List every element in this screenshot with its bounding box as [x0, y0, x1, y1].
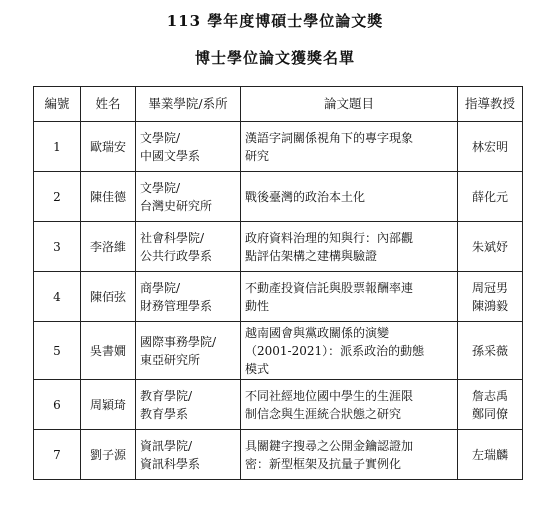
thesis-line: 點評估架構之建構與驗證	[245, 248, 378, 263]
header-name: 姓名	[81, 87, 136, 122]
thesis-line: 戰後臺灣的政治本土化	[245, 189, 366, 204]
table-row	[34, 430, 523, 480]
cell-no: 3	[34, 222, 81, 272]
cell-thesis	[241, 322, 458, 380]
header-college: 畢業學院/系所	[136, 87, 241, 122]
college-line: 商學院/	[140, 280, 181, 295]
college-line: 文學院/	[140, 130, 181, 145]
cell-thesis	[241, 380, 458, 430]
cell-no: 1	[34, 122, 81, 172]
header-thesis: 論文題目	[241, 87, 458, 122]
college-line: 社會科學院/	[140, 230, 205, 245]
thesis-line: 模式	[245, 361, 270, 376]
cell-advisor	[458, 222, 523, 272]
department-line: 台灣史研究所	[140, 198, 213, 213]
college-line: 國際事務學院/	[140, 334, 217, 349]
department-line: 東亞研究所	[140, 352, 201, 367]
table-row	[34, 272, 523, 322]
department-line: 公共行政學系	[140, 248, 213, 263]
table-row	[34, 222, 523, 272]
thesis-line: 動性	[245, 298, 270, 313]
college-line: 教育學院/	[140, 388, 193, 403]
cell-name: 劉子源	[81, 430, 136, 480]
cell-no: 4	[34, 272, 81, 322]
award-table	[33, 86, 523, 480]
cell-college	[136, 172, 241, 222]
cell-college	[136, 122, 241, 172]
advisor-line: 薛化元	[471, 189, 508, 204]
department-line: 資訊科學系	[140, 456, 201, 471]
thesis-line: （2001-2021）：派系政治的動態	[245, 343, 425, 358]
cell-advisor	[458, 122, 523, 172]
cell-name: 周穎琦	[81, 380, 136, 430]
college-line: 資訊學院/	[140, 438, 193, 453]
department-line: 教育學系	[140, 406, 189, 421]
cell-no: 7	[34, 430, 81, 480]
advisor-line: 林宏明	[471, 139, 508, 154]
cell-college	[136, 430, 241, 480]
table-row	[34, 122, 523, 172]
thesis-line: 密：新型框架及抗量子實例化	[245, 456, 402, 471]
thesis-line: 政府資料治理的知與行：內部觀	[245, 230, 414, 245]
thesis-line: 漢語字詞關係視角下的專字現象	[245, 130, 414, 145]
table-row	[34, 380, 523, 430]
cell-advisor	[458, 272, 523, 322]
thesis-line: 不動產投資信託與股票報酬率連	[245, 280, 414, 295]
cell-advisor	[458, 430, 523, 480]
thesis-line: 不同社經地位國中學生的生涯限	[245, 388, 414, 403]
cell-college	[136, 322, 241, 380]
cell-no: 6	[34, 380, 81, 430]
thesis-line: 研究	[245, 148, 270, 163]
advisor-line: 詹志禹	[471, 388, 508, 403]
cell-no: 2	[34, 172, 81, 222]
table-header-row	[34, 87, 523, 122]
table-row	[34, 322, 523, 380]
thesis-line: 具關鍵字搜尋之公開金鑰認證加	[245, 438, 414, 453]
department-line: 中國文學系	[140, 148, 201, 163]
cell-thesis	[241, 222, 458, 272]
thesis-line: 制信念與生涯統合狀態之研究	[245, 406, 402, 421]
advisor-line: 左瑞麟	[471, 447, 508, 462]
table-row	[34, 172, 523, 222]
cell-advisor	[458, 172, 523, 222]
cell-college	[136, 222, 241, 272]
cell-name: 李洛維	[81, 222, 136, 272]
thesis-line: 越南國會與黨政關係的演變	[245, 325, 390, 340]
cell-thesis	[241, 272, 458, 322]
document-title: 113 學年度博碩士學位論文獎	[166, 12, 384, 30]
cell-thesis	[241, 430, 458, 480]
cell-name: 吳書嫺	[81, 322, 136, 380]
advisor-line: 鄭同僚	[471, 406, 508, 421]
cell-advisor	[458, 380, 523, 430]
header-advisor: 指導教授	[458, 87, 523, 122]
cell-name: 陳佳德	[81, 172, 136, 222]
advisor-line: 孫采薇	[471, 343, 508, 358]
header-no: 編號	[34, 87, 81, 122]
cell-name: 陳佰弦	[81, 272, 136, 322]
college-line: 文學院/	[140, 180, 181, 195]
cell-advisor	[458, 322, 523, 380]
cell-name: 歐瑞安	[81, 122, 136, 172]
cell-thesis	[241, 172, 458, 222]
cell-college	[136, 380, 241, 430]
department-line: 財務管理學系	[140, 298, 213, 313]
cell-no: 5	[34, 322, 81, 380]
advisor-line: 朱斌妤	[471, 239, 508, 254]
document-subtitle: 博士學位論文獲獎名單	[194, 49, 355, 67]
advisor-line: 周冠男	[471, 280, 508, 295]
cell-thesis	[241, 122, 458, 172]
advisor-line: 陳鴻毅	[471, 298, 508, 313]
cell-college	[136, 272, 241, 322]
